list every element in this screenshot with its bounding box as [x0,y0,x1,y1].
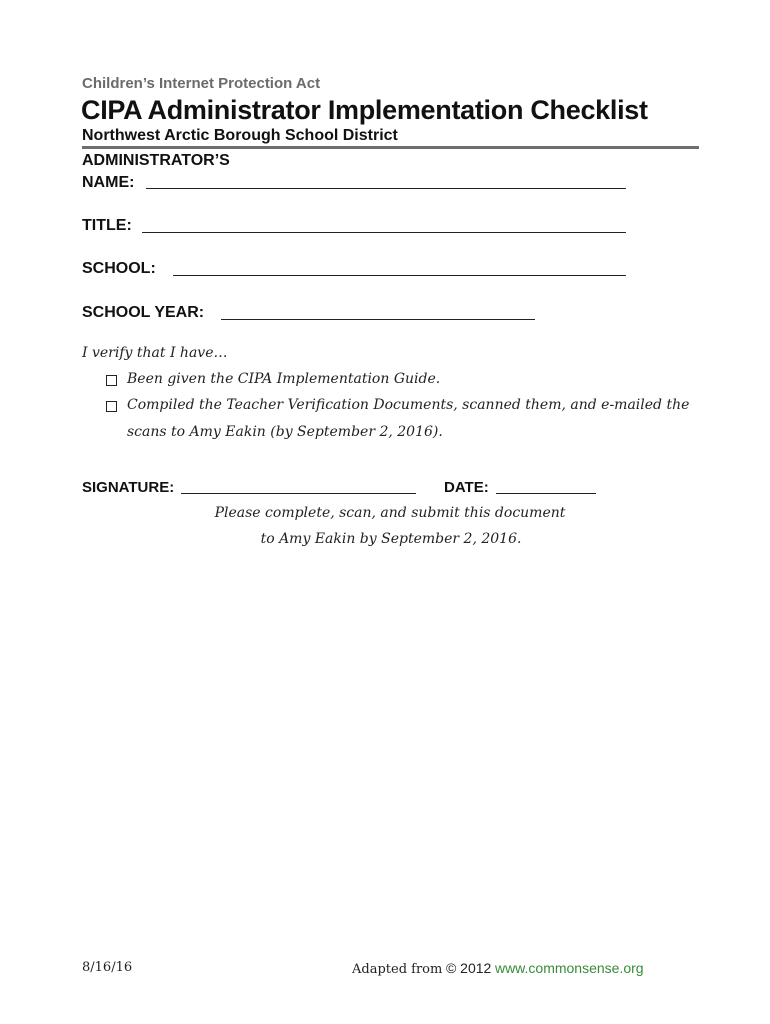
checklist-item-text-continued: scans to Amy Eakin (by September 2, 2016). [127,424,443,440]
submission-instructions: Please complete, scan, and submit this document [214,505,566,521]
signature-field[interactable] [181,493,416,494]
document-title: CIPA Administrator Implementation Checklist [81,95,648,125]
school-field[interactable] [173,275,626,276]
title-label: TITLE: [82,217,132,234]
district-name: Northwest Arctic Borough School District [82,127,398,144]
footer-adapted-prefix: Adapted from [352,962,443,977]
admin-name-label: NAME: [82,174,135,191]
title-field[interactable] [142,232,626,233]
school-label: SCHOOL: [82,260,156,277]
footer-copyright: © 2012 [445,960,492,976]
admin-label-line1: ADMINISTRATOR’S [82,152,230,169]
footer-link[interactable]: www.commonsense.org [494,960,644,976]
footer-credit [352,960,644,977]
checkbox-implementation-guide[interactable] [106,375,117,386]
document-kicker: Children’s Internet Protection Act [82,75,321,92]
school-year-label: SCHOOL YEAR: [82,304,205,321]
date-label: DATE: [444,479,489,496]
checkbox-teacher-verification[interactable] [106,401,117,412]
school-year-field[interactable] [221,319,535,320]
admin-name-field[interactable] [146,188,626,189]
checklist-item-text: Compiled the Teacher Verification Documents, scanned them, and e-mailed the [127,397,690,413]
header-divider [82,146,699,149]
footer-date: 8/16/16 [82,960,133,975]
signature-label: SIGNATURE: [82,479,175,496]
verification-intro: I verify that I have… [82,345,228,361]
date-field[interactable] [496,493,596,494]
checklist-item-text: Been given the CIPA Implementation Guide. [127,371,441,387]
submission-deadline: to Amy Eakin by September 2, 2016. [260,531,522,547]
